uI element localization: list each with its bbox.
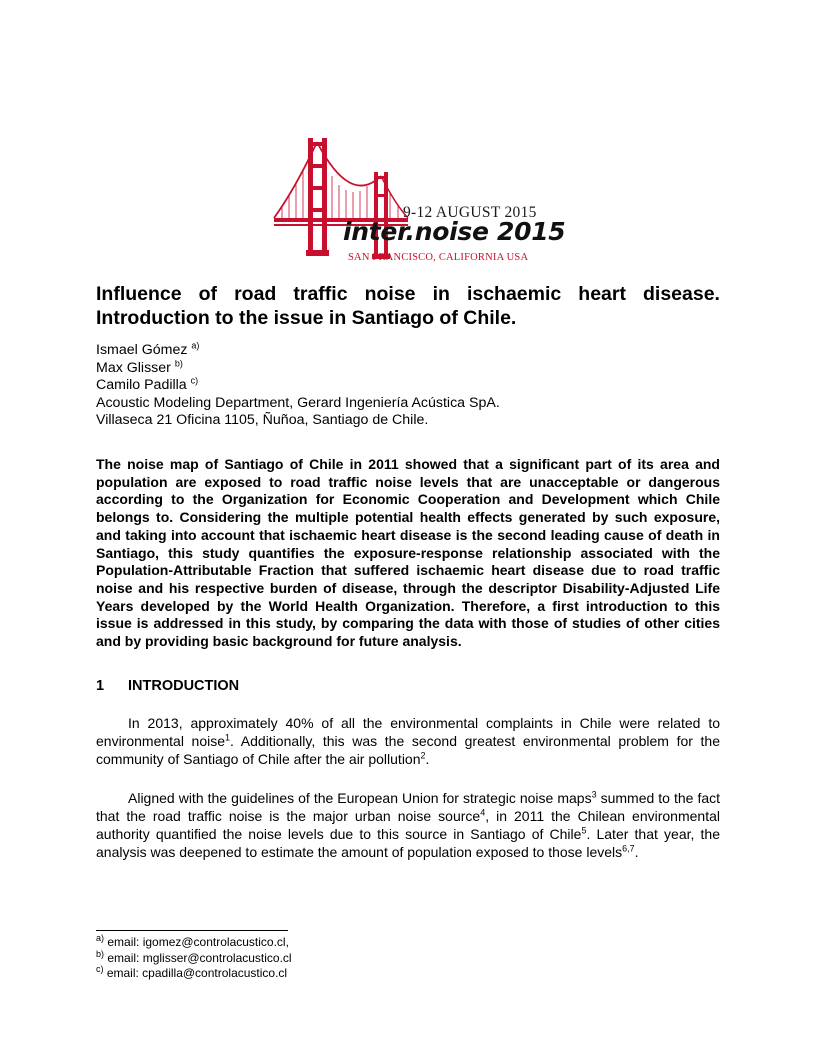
title-word: road [234,283,277,305]
citation: 2 [420,750,426,761]
title-word: of [198,283,218,305]
conference-dates: 9-12 AUGUST 2015 [403,204,537,221]
title-line-2: Introduction to the issue in Santiago of Chile. [96,307,517,329]
author-mark: c) [190,375,199,386]
text-run: summed to the fact that the road traffic noise is the major urban noise source [96,790,721,824]
footnote [96,935,292,951]
author-name: Max Glisser [96,359,171,376]
abstract: The noise map of Santiago of Chile in 2011 showed that a significant part of its area and population are exposed to road traffic noise levels that are unacceptable or dangerous according to the Organization for Economic Cooperation and Development which Chile belongs to. Considering the multiple potential health effects generated by such exposure, and taking into account that ischaemic heart disease is the second leading cause of death in Santiago, this study quantifies the exposure-response relationship associated with the Population-Attributable Fraction that suffered ischaemic heart disease due to road traffic noise and his respective burden of disease, through the descriptor Disability-Adjusted Life Years developed by the World Health Organization. Therefore, a first introduction to this issue is addressed in this study, by comparing the data with those of studies of other cities and by providing basic background for future analysis. [96,456,720,650]
conference-brand: inter.noise 2015 [343,217,566,246]
author-block [96,342,500,430]
citation: 4 [480,807,486,818]
affiliation-address: Villaseca 21 Oficina 1105, Ñuñoa, Santiago de Chile. [96,412,429,428]
author [96,357,500,378]
footnote-divider [96,930,288,931]
intro-paragraph-1 [96,714,720,768]
title-word: traffic [293,283,348,305]
conference-logo [270,134,566,270]
footnote-mark: c) [96,964,104,974]
golden-gate-bridge-icon [270,134,410,270]
author-name: Ismael Gómez [96,342,188,358]
text-run: . Additionally, this was the second greatest environmental problem for the community of Santiago of Chile after the air pollution [96,733,721,767]
section-title: INTRODUCTION [128,678,240,694]
citation: 6,7 [622,843,635,854]
author-mark: a) [191,340,200,351]
footnote-email: email: cpadilla@controlacustico.cl [103,966,288,980]
text-run: , in 2011 the Chilean environmental authority quantified the noise levels due to this source in Santiago of Chile [96,808,720,842]
title-word: in [432,283,450,305]
text-run: Aligned with the guidelines of the European Union for strategic noise maps [128,790,592,806]
title-word: disease. [643,283,720,305]
conference-location: SAN FRANCISCO, CALIFORNIA USA [348,252,529,263]
section-heading [96,678,239,694]
citation: 1 [225,732,231,743]
citation: 3 [591,789,597,800]
footnote-email: email: mglisser@controlacustico.cl [104,950,292,965]
footnote-email: email: igomez@controlacustico.cl, [104,935,289,949]
author [96,377,500,395]
footnote-mark: a) [96,933,105,943]
author [96,342,500,360]
title-word: noise [364,283,416,305]
author-mark: b) [174,357,183,368]
intro-paragraph-2 [96,789,720,861]
footnote [96,948,292,967]
paper-title [96,282,720,330]
text-run: . Later that year, the analysis was deepened to estimate the amount of population exposed to those levels [96,826,720,860]
footnote [96,966,292,982]
author-name: Camilo Padilla [96,377,187,393]
citation: 5 [581,825,587,836]
footnotes [96,935,292,982]
section-number: 1 [96,678,105,694]
title-word: Influence [96,283,182,305]
title-word: ischaemic [466,283,562,305]
text-run: In 2013, approximately 40% of all the environmental complaints in Chile were related to environmental noise [96,715,720,749]
footnote-mark: b) [96,948,105,959]
text-run: . [634,844,639,860]
title-line-1 [96,282,720,306]
text-run: . [425,751,430,767]
affiliation-dept: Acoustic Modeling Department, Gerard Ingeniería Acústica SpA. [96,394,500,411]
title-word: heart [578,283,626,305]
